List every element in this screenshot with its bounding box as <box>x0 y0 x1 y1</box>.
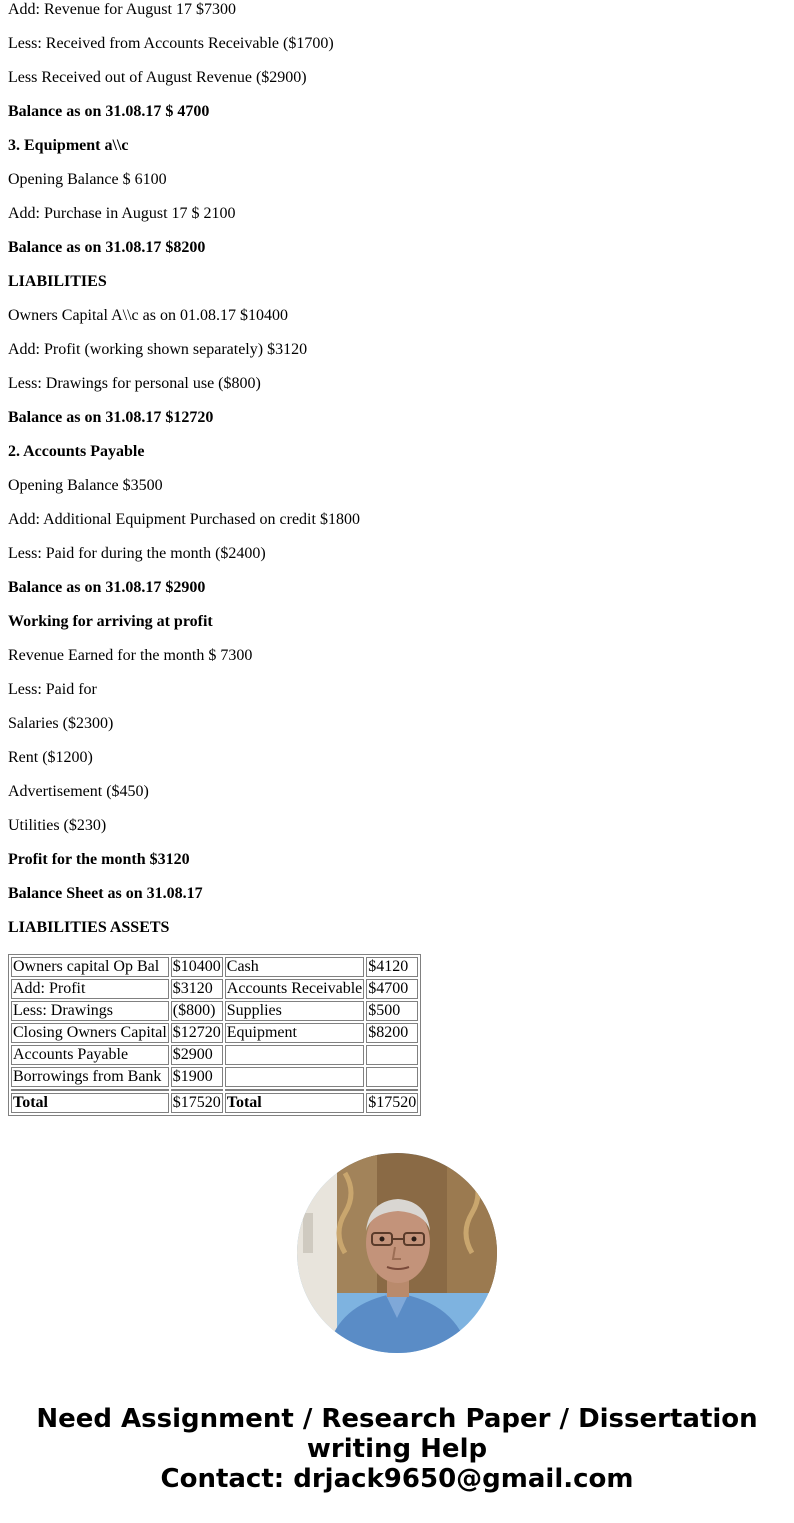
heading-line: Profit for the month $3120 <box>8 851 190 868</box>
heading-line: LIABILITIES <box>8 273 107 290</box>
text-line: Rent ($1200) <box>8 749 93 766</box>
balance-sheet-table <box>8 954 421 1116</box>
text-line: Add: Additional Equipment Purchased on credit $1800 <box>8 511 360 528</box>
promo-banner <box>0 1404 794 1494</box>
table-row <box>11 1067 418 1087</box>
divider-cell <box>11 1089 169 1091</box>
liability-amount-cell: ($800) <box>171 1001 223 1021</box>
liability-amount-cell: $3120 <box>171 979 223 999</box>
heading-line: Balance as on 31.08.17 $8200 <box>8 239 206 256</box>
asset-label-cell: Cash <box>225 957 365 977</box>
asset-label-cell: Equipment <box>225 1023 365 1043</box>
liability-amount-cell: $12720 <box>172 1024 221 1041</box>
text-line: Utilities ($230) <box>8 817 107 834</box>
divider-cell <box>171 1089 223 1091</box>
heading-line: 2. Accounts Payable <box>8 443 145 460</box>
text-line: Less: Paid for <box>8 681 97 698</box>
table-row <box>11 1023 418 1043</box>
liability-amount-cell: $1900 <box>171 1067 223 1087</box>
heading-line: Balance as on 31.08.17 $ 4700 <box>8 103 210 120</box>
text-line: Less: Drawings for personal use ($800) <box>8 375 261 392</box>
author-avatar <box>297 1153 497 1353</box>
text-line: Less: Received from Accounts Receivable ($1700) <box>8 35 334 52</box>
text-line: Add: Revenue for August 17 $7300 <box>8 1 236 18</box>
liability-label-cell: Borrowings from Bank <box>11 1067 169 1087</box>
asset-label-cell <box>225 1045 365 1065</box>
text-line: Add: Purchase in August 17 $ 2100 <box>8 205 236 222</box>
text-line: Salaries ($2300) <box>8 715 114 732</box>
liability-label-cell: Owners capital Op Bal <box>11 957 169 977</box>
promo-line-1: Need Assignment / Research Paper / Dissertation <box>36 1404 758 1434</box>
table-divider-row <box>11 1089 418 1091</box>
liability-label-cell: Add: Profit <box>11 979 169 999</box>
asset-amount-cell <box>366 1067 418 1087</box>
document-body <box>8 0 786 952</box>
asset-label-cell: Accounts Receivable <box>226 980 363 997</box>
heading-line: Balance as on 31.08.17 $2900 <box>8 579 206 596</box>
divider-cell <box>366 1089 418 1091</box>
liability-amount-cell: $2900 <box>171 1045 223 1065</box>
asset-label-cell: Supplies <box>225 1001 365 1021</box>
table-row <box>11 1001 418 1021</box>
text-line: Revenue Earned for the month $ 7300 <box>8 647 253 664</box>
total-label-cell: Total <box>225 1093 365 1113</box>
text-line: Less Received out of August Revenue ($2900) <box>8 69 307 86</box>
person-portrait-icon <box>297 1153 497 1353</box>
asset-amount-cell <box>366 1045 418 1065</box>
heading-line: Balance as on 31.08.17 $12720 <box>8 409 214 426</box>
asset-amount-cell: $500 <box>366 1001 418 1021</box>
total-row <box>11 1093 418 1113</box>
text-line: Advertisement ($450) <box>8 783 149 800</box>
table-row <box>11 979 418 999</box>
text-line: Add: Profit (working shown separately) $3120 <box>8 341 308 358</box>
total-amount-cell: $17520 <box>368 1094 417 1111</box>
promo-contact-line: Contact: drjack9650@gmail.com <box>160 1464 634 1494</box>
text-line: Less: Paid for during the month ($2400) <box>8 545 266 562</box>
text-line: Opening Balance $3500 <box>8 477 163 494</box>
heading-line: LIABILITIES ASSETS <box>8 919 170 936</box>
heading-line: Balance Sheet as on 31.08.17 <box>8 885 203 902</box>
text-line: Opening Balance $ 6100 <box>8 171 167 188</box>
asset-amount-cell: $8200 <box>366 1023 418 1043</box>
text-line: Owners Capital A\\c as on 01.08.17 $10400 <box>8 307 288 324</box>
heading-line: 3. Equipment a\\c <box>8 137 129 154</box>
asset-label-cell <box>225 1067 365 1087</box>
promo-line-2: writing Help <box>306 1434 488 1464</box>
liability-amount-cell: $10400 <box>172 958 221 975</box>
divider-cell <box>225 1089 365 1091</box>
table-row <box>11 957 418 977</box>
table-row <box>11 1045 418 1065</box>
heading-line: Working for arriving at profit <box>8 613 213 630</box>
asset-amount-cell: $4700 <box>366 979 418 999</box>
asset-amount-cell: $4120 <box>366 957 418 977</box>
total-label-cell: Total <box>11 1093 169 1113</box>
liability-label-cell: Accounts Payable <box>11 1045 169 1065</box>
total-amount-cell: $17520 <box>172 1094 221 1111</box>
liability-label-cell: Closing Owners Capital <box>13 1024 167 1041</box>
liability-label-cell: Less: Drawings <box>11 1001 169 1021</box>
